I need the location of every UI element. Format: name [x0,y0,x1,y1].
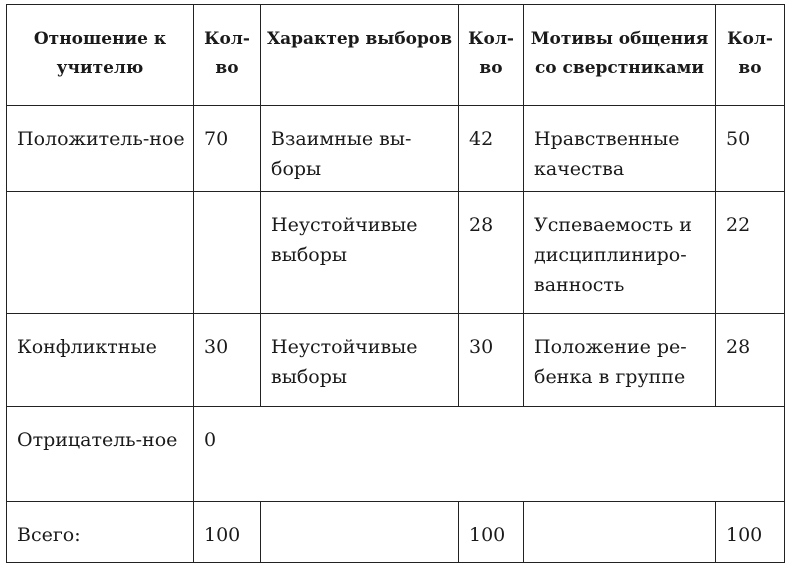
cell-choice [261,502,459,563]
header-row [7,5,785,106]
cell-count [194,192,261,314]
relations-table [6,4,785,563]
cell-count: 70 [194,106,261,192]
cell-motive: Нравственные качества [524,106,716,192]
cell-count: 28 [459,192,524,314]
cell-attitude: Положитель-ное [7,106,194,192]
cell-count: 30 [194,314,261,407]
header-attitude: Отношение к учителю [7,5,194,106]
cell-total-count: 100 [194,502,261,563]
table-row [7,106,785,192]
cell-count: 30 [459,314,524,407]
table-row [7,407,785,502]
cell-motive: Положение ре-бенка в группе [524,314,716,407]
header-count-2: Кол-во [459,5,524,106]
cell-choice: Неустойчивые выборы [261,314,459,407]
cell-count: 0 [194,407,785,502]
table-row [7,314,785,407]
cell-attitude [7,192,194,314]
cell-motive [524,502,716,563]
cell-attitude: Конфликтные [7,314,194,407]
cell-motive: Успеваемость и дисциплиниро-ванность [524,192,716,314]
header-count-1: Кол-во [194,5,261,106]
cell-count: 28 [716,314,785,407]
header-choice-type: Характер выборов [261,5,459,106]
cell-total-count: 100 [716,502,785,563]
cell-attitude: Отрицатель-ное [7,407,194,502]
total-row [7,502,785,563]
cell-total-label: Всего: [7,502,194,563]
cell-count: 42 [459,106,524,192]
cell-count: 50 [716,106,785,192]
cell-total-count: 100 [459,502,524,563]
header-motives: Мотивы общения со сверстниками [524,5,716,106]
header-count-3: Кол-во [716,5,785,106]
cell-choice: Взаимные вы-боры [261,106,459,192]
cell-choice: Неустойчивые выборы [261,192,459,314]
cell-count: 22 [716,192,785,314]
table-row [7,192,785,314]
